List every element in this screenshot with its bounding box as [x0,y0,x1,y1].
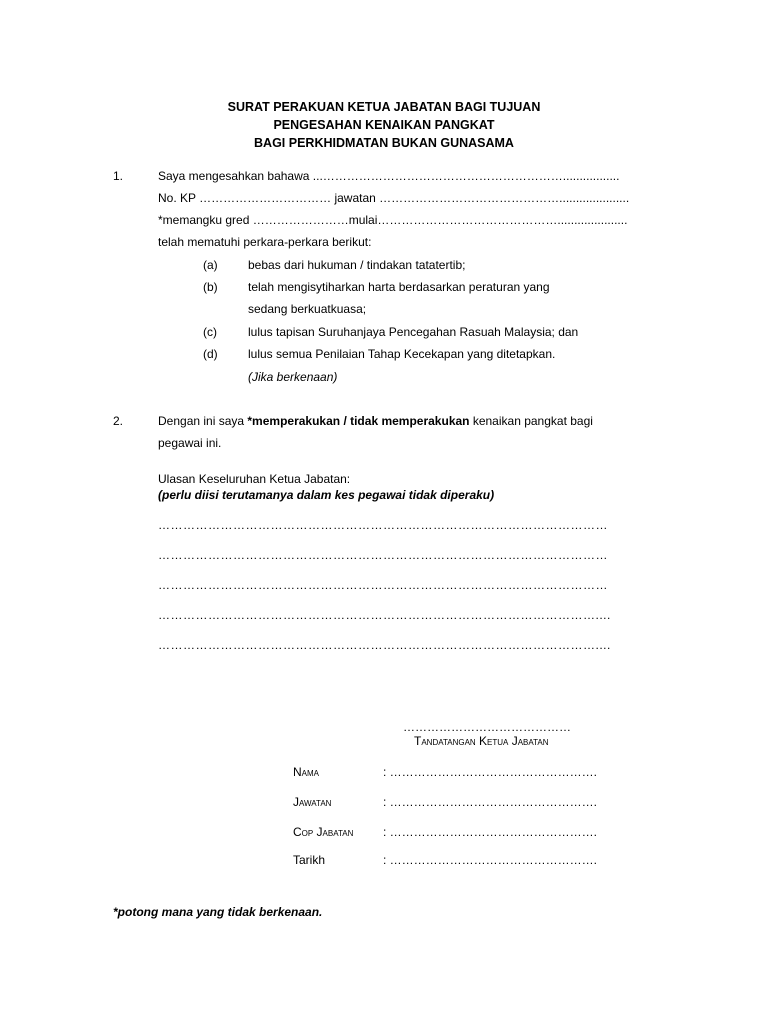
section-1-line-2: No. KP …………………………… jawatan ………………………………………..................... [158,191,630,205]
section-1-line-4: telah mematuhi perkara-perkara berikut: [158,235,372,249]
item-d-label: (d) [203,347,218,361]
document-title-line-3: BAGI PERKHIDMATAN BUKAN GUNASAMA [254,136,514,150]
item-b-text: telah mengisytiharkan harta berdasarkan peraturan yang [248,280,550,294]
ulasan-dotted-line-3[interactable]: ……………………………………………………………………………………………… [158,578,608,592]
signature-caption: Tandatangan Ketua Jabatan [414,734,549,748]
field-cop-jabatan-value[interactable]: : ……………………………………………. [383,825,598,839]
item-c-text: lulus tapisan Suruhanjaya Pencegahan Rasuah Malaysia; dan [248,325,579,339]
ulasan-dotted-line-5[interactable]: …………………………………………………………………………………………….... [158,638,611,652]
ulasan-dotted-line-1[interactable]: ……………………………………………………………………………………………… [158,518,608,532]
item-a-label: (a) [203,258,218,272]
document-title-line-2: PENGESAHAN KENAIKAN PANGKAT [273,118,495,132]
field-cop-jabatan-label: Cop Jabatan [293,825,354,839]
field-nama-value[interactable]: : ……………………………………………. [383,765,598,779]
section-1-line-1: Saya mengesahkan bahawa ...……………………………………………………................. [158,169,620,183]
section-2-line-1: Dengan ini saya *memperakukan / tidak memperakukan kenaikan pangkat bagi [158,414,593,428]
field-nama-label: Nama [293,765,320,779]
section-2-line-2: pegawai ini. [158,436,222,450]
section-2-number: 2. [113,414,124,428]
item-d-text: lulus semua Penilaian Tahap Kecekapan yang ditetapkan. [248,347,556,361]
footnote: *potong mana yang tidak berkenaan. [113,905,323,919]
section-1-line-3: *memangku gred ……………………mulai………………………………………..................... [158,213,628,227]
field-jawatan-label: Jawatan [293,795,332,809]
field-tarikh-value[interactable]: : ……………………………………………. [383,853,598,867]
field-jawatan-value[interactable]: : ……………………………………………. [383,795,598,809]
document-title-line-1: SURAT PERAKUAN KETUA JABATAN BAGI TUJUAN [227,100,541,114]
item-d-note: (Jika berkenaan) [248,370,338,384]
item-b-text-continued: sedang berkuatkuasa; [248,302,367,316]
ulasan-note: (perlu diisi terutamanya dalam kes pegawai tidak diperaku) [158,488,495,502]
field-tarikh-label: Tarikh [293,853,326,867]
item-b-label: (b) [203,280,218,294]
section-1-number: 1. [113,169,124,183]
item-c-label: (c) [203,325,217,339]
item-a-text: bebas dari hukuman / tindakan tatatertib; [248,258,466,272]
ulasan-dotted-line-4[interactable]: …………………………………………………………………………………………….... [158,608,611,622]
signature-line[interactable]: …………………………………… [403,720,571,734]
ulasan-dotted-line-2[interactable]: ……………………………………………………………………………………………… [158,548,608,562]
ulasan-label: Ulasan Keseluruhan Ketua Jabatan: [158,472,351,486]
